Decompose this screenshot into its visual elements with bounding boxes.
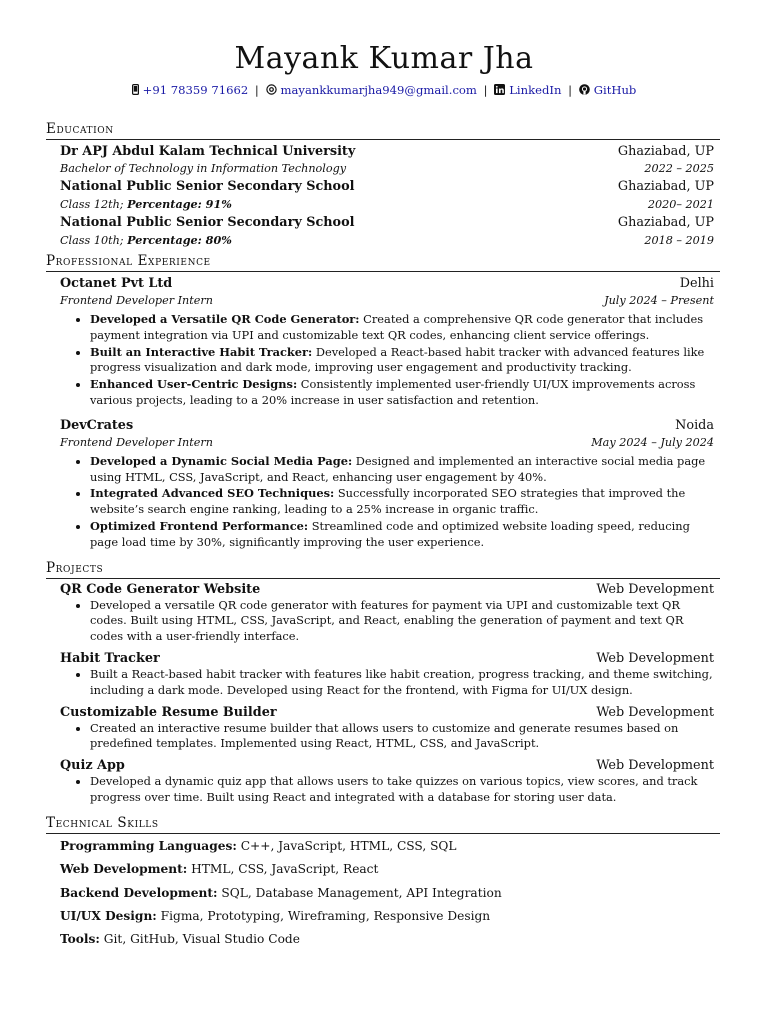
company-name: DevCrates bbox=[60, 417, 134, 433]
project-bullets bbox=[60, 721, 720, 753]
bullet-lead: Optimized Frontend Performance: bbox=[90, 518, 309, 533]
degree-detail bbox=[60, 195, 232, 214]
project-category: Web Development bbox=[596, 581, 714, 597]
project-row bbox=[60, 650, 714, 667]
projects-section bbox=[46, 559, 720, 806]
bullet-lead: Developed a Dynamic Social Media Page: bbox=[90, 453, 353, 468]
at-sign-icon bbox=[266, 83, 277, 99]
project-description: • Created an interactive resume builder that allows users to customize and generate resumes based on predefined templates. Implemented using React, HTML, CSS, and JavaScript. bbox=[90, 721, 720, 753]
job-dates: July 2024 – Present bbox=[604, 294, 714, 307]
skill-label: Web Development: bbox=[60, 862, 188, 877]
job-bullets bbox=[60, 454, 714, 551]
role-row bbox=[60, 292, 714, 309]
education-detail-row bbox=[60, 231, 714, 250]
bullet-lead: Integrated Advanced SEO Techniques: bbox=[90, 486, 335, 501]
project-name: QR Code Generator Website bbox=[60, 581, 261, 597]
project-category: Web Development bbox=[596, 650, 714, 666]
separator: | bbox=[568, 83, 573, 97]
separator: | bbox=[254, 83, 259, 97]
degree-text: Class 12th; bbox=[60, 198, 128, 211]
bullet-text: Consistently implemented user-friendly UI/UX improvements across various projects, leading to a 20% increase in user satisfaction and retention. bbox=[90, 377, 696, 407]
education-entry bbox=[60, 214, 714, 250]
bullet-lead: Built an Interactive Habit Tracker: bbox=[90, 344, 313, 359]
bullet-item bbox=[90, 519, 714, 551]
project-bullets bbox=[60, 774, 720, 806]
skill-value: C++, JavaScript, HTML, CSS, SQL bbox=[236, 838, 457, 853]
project-category: Web Development bbox=[596, 758, 714, 774]
company-name: Octanet Pvt Ltd bbox=[60, 276, 173, 291]
skill-row bbox=[60, 905, 720, 928]
experience-entry bbox=[60, 417, 714, 551]
job-role: Frontend Developer Intern bbox=[60, 435, 213, 449]
project-entry bbox=[60, 581, 714, 645]
github-icon bbox=[579, 83, 590, 99]
percentage: Percentage: 91% bbox=[127, 197, 232, 211]
skill-value: Git, GitHub, Visual Studio Code bbox=[99, 932, 300, 947]
education-dates: 2018 – 2019 bbox=[644, 234, 714, 247]
skill-value: HTML, CSS, JavaScript, React bbox=[187, 862, 379, 877]
job-dates: May 2024 – July 2024 bbox=[591, 435, 714, 449]
candidate-name: Mayank Kumar Jha bbox=[234, 41, 534, 76]
job-row bbox=[60, 417, 714, 434]
education-list bbox=[46, 143, 720, 250]
project-bullets bbox=[60, 598, 720, 645]
school-name: National Public Senior Secondary School bbox=[60, 179, 355, 194]
project-row bbox=[60, 581, 714, 598]
mobile-phone-icon bbox=[132, 83, 139, 99]
bullet-item bbox=[90, 377, 714, 409]
skills-list bbox=[46, 835, 720, 952]
bullet-item bbox=[90, 312, 714, 344]
section-title: Projects bbox=[46, 559, 720, 579]
skill-label: Programming Languages: bbox=[60, 838, 237, 853]
github-link[interactable]: GitHub bbox=[593, 83, 637, 97]
school-location: Ghaziabad, UP bbox=[617, 179, 714, 194]
degree-text: Class 10th; bbox=[60, 234, 128, 247]
job-location: Delhi bbox=[679, 276, 714, 291]
school-location: Ghaziabad, UP bbox=[617, 144, 714, 159]
email-link[interactable]: mayankkumarjha949@gmail.com bbox=[280, 83, 477, 97]
bullet-item bbox=[90, 345, 714, 377]
bullet-text: Created a comprehensive QR code generator that includes payment integration via UPI and customizable text QR codes, enhancing client service offerings. bbox=[90, 312, 704, 342]
project-name: Quiz App bbox=[60, 758, 125, 774]
bullet-text: Developed a React-based habit tracker with advanced features like progress visualization and dark mode, improving user engagement and productivity tracking. bbox=[90, 344, 705, 375]
phone-link[interactable]: +91 78359 71662 bbox=[142, 83, 249, 97]
education-detail-row bbox=[60, 195, 714, 214]
education-row bbox=[60, 143, 714, 160]
project-row bbox=[60, 757, 714, 774]
education-dates: 2022 – 2025 bbox=[644, 162, 714, 175]
project-entry bbox=[60, 650, 714, 699]
job-bullets bbox=[60, 312, 714, 409]
skill-label: UI/UX Design: bbox=[60, 908, 157, 923]
job-location: Noida bbox=[675, 417, 714, 433]
degree-text: Bachelor of Technology in Information Technology bbox=[60, 162, 347, 175]
projects-list bbox=[46, 581, 720, 806]
separator: | bbox=[483, 83, 488, 97]
education-entry bbox=[60, 178, 714, 214]
experience-entry bbox=[60, 275, 714, 409]
role-row bbox=[60, 434, 714, 451]
section-title: Technical Skills bbox=[46, 814, 720, 834]
school-name: National Public Senior Secondary School bbox=[60, 215, 355, 230]
section-title: Professional Experience bbox=[46, 252, 720, 272]
education-row bbox=[60, 178, 714, 195]
bullet-text: Designed and implemented an interactive social media page using HTML, CSS, JavaScript, and React, enhancing user engagement by 40%. bbox=[90, 453, 706, 484]
education-dates: 2020– 2021 bbox=[647, 198, 714, 211]
project-name: Habit Tracker bbox=[60, 650, 160, 666]
bullet-item bbox=[90, 486, 714, 518]
skill-value: Figma, Prototyping, Wireframing, Responsive Design bbox=[156, 908, 491, 923]
skill-label: Backend Development: bbox=[60, 885, 218, 900]
skill-row bbox=[60, 858, 720, 881]
education-row bbox=[60, 214, 714, 231]
skill-row bbox=[60, 835, 720, 858]
percentage: Percentage: 80% bbox=[127, 233, 232, 247]
project-name: Customizable Resume Builder bbox=[60, 704, 277, 720]
education-section bbox=[46, 120, 720, 250]
skill-row bbox=[60, 928, 720, 951]
skill-value: SQL, Database Management, API Integration bbox=[217, 885, 502, 900]
project-row bbox=[60, 704, 714, 721]
project-description: • Built a React-based habit tracker with features like habit creation, progress tracking, and theme switching, including a dark mode. Developed using React for the frontend, with Figma for UI/UX design. bbox=[90, 667, 720, 699]
school-location: Ghaziabad, UP bbox=[617, 215, 714, 230]
linkedin-icon bbox=[494, 83, 505, 99]
education-entry bbox=[60, 143, 714, 178]
education-detail-row bbox=[60, 160, 714, 178]
bullet-text: Successfully incorporated SEO strategies that improved the website’s search engine ranking, leading to a 25% increase in organic traffic. bbox=[90, 486, 686, 517]
project-entry bbox=[60, 704, 714, 753]
skills-section bbox=[46, 814, 720, 952]
linkedin-link[interactable]: LinkedIn bbox=[509, 83, 562, 97]
bullet-item bbox=[90, 454, 714, 486]
project-description: • Developed a versatile QR code generator with features for payment via UPI and customizable text QR codes. Built using HTML, CSS, JavaScript, and React, enabling the generation of payment and text QR codes with a user-friendly interface. bbox=[90, 598, 720, 645]
project-entry bbox=[60, 757, 714, 806]
experience-list bbox=[46, 275, 720, 551]
contact-line bbox=[0, 82, 768, 99]
bullet-text: Streamlined code and optimized website loading speed, reducing page load time by 30%, significantly improving the user experience. bbox=[90, 518, 690, 549]
bullet-lead: Enhanced User-Centric Designs: bbox=[90, 377, 298, 392]
job-row bbox=[60, 275, 714, 292]
project-category: Web Development bbox=[596, 704, 714, 720]
job-role: Frontend Developer Intern bbox=[60, 294, 213, 307]
skill-row bbox=[60, 882, 720, 905]
experience-section bbox=[46, 252, 720, 551]
project-bullets bbox=[60, 667, 720, 699]
bullet-lead: Developed a Versatile QR Code Generator: bbox=[90, 312, 360, 326]
degree-detail bbox=[60, 160, 346, 178]
school-name: Dr APJ Abdul Kalam Technical University bbox=[60, 144, 356, 159]
degree-detail bbox=[60, 231, 232, 250]
skill-label: Tools: bbox=[60, 932, 100, 947]
project-description: • Developed a dynamic quiz app that allows users to take quizzes on various topics, view scores, and track progress over time. Built using React and integrated with a database for storing user data. bbox=[90, 774, 720, 806]
section-title: Education bbox=[46, 120, 720, 140]
